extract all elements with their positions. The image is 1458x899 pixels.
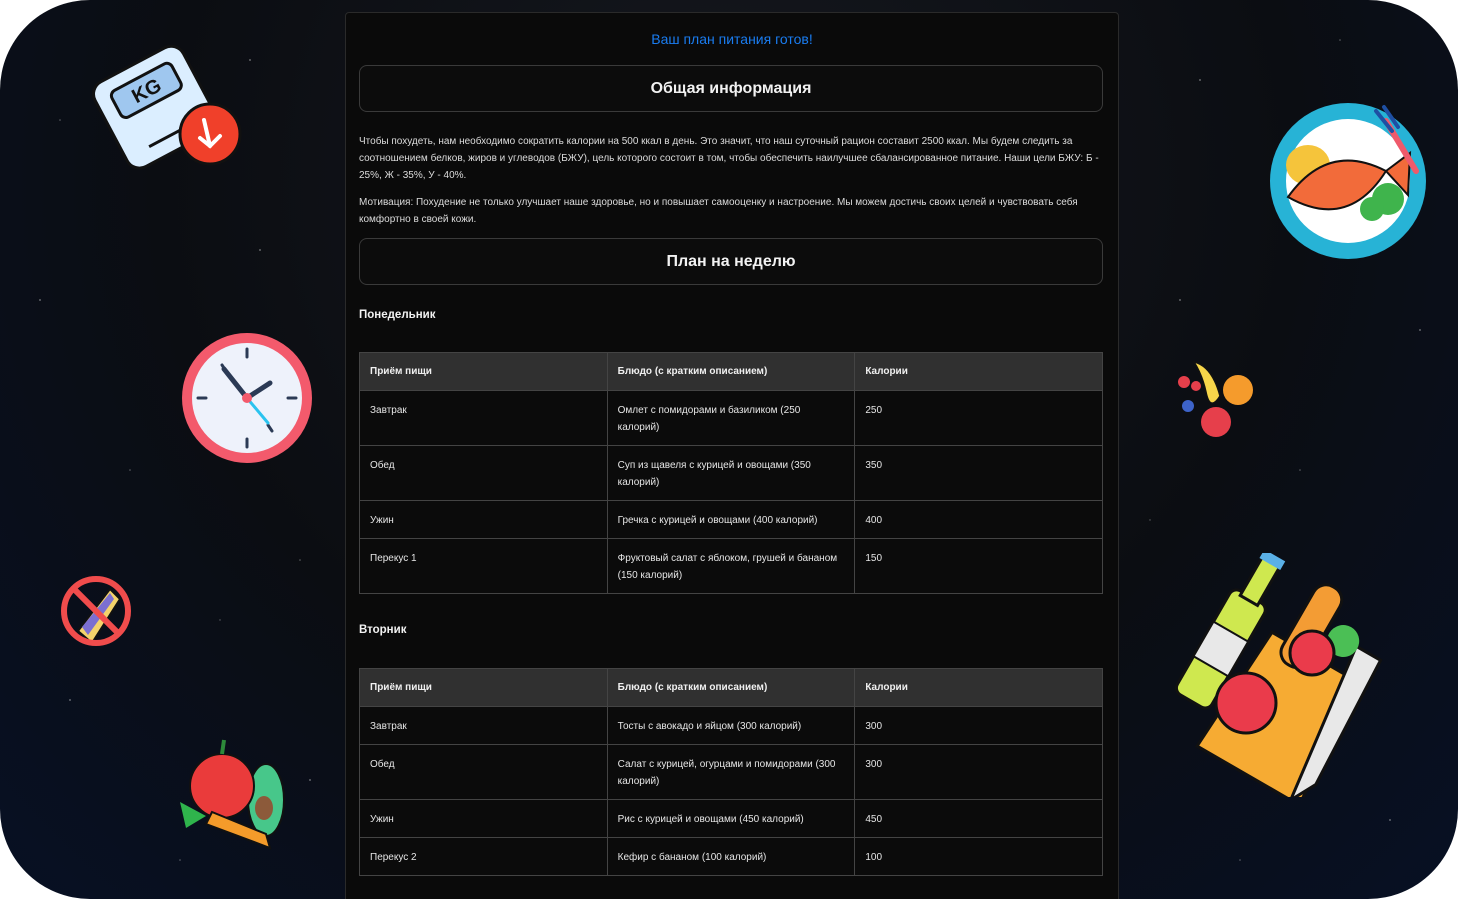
table-row <box>360 391 1103 446</box>
calories-cell: 400 <box>855 501 1103 539</box>
table-row <box>360 707 1103 745</box>
column-header-dish: Блюдо (с кратким описанием) <box>607 353 855 391</box>
table-header-row <box>360 669 1103 707</box>
calories-cell: 100 <box>855 838 1103 876</box>
plan-ready-title: Ваш план питания готов! <box>651 31 813 47</box>
dish-cell: Тосты с авокадо и яйцом (300 калорий) <box>607 707 855 745</box>
table-row <box>360 838 1103 876</box>
column-header-dish: Блюдо (с кратким описанием) <box>607 669 855 707</box>
table-row <box>360 446 1103 501</box>
meal-cell: Ужин <box>360 800 608 838</box>
dish-cell: Фруктовый салат с яблоком, грушей и бананом (150 калорий) <box>607 539 855 594</box>
dish-cell: Гречка с курицей и овощами (400 калорий) <box>607 501 855 539</box>
dish-cell: Омлет с помидорами и базиликом (250 калорий) <box>607 391 855 446</box>
vegetables-icon <box>172 736 288 860</box>
dish-cell: Суп из щавеля с курицей и овощами (350 калорий) <box>607 446 855 501</box>
calories-cell: 450 <box>855 800 1103 838</box>
scale-icon <box>88 42 248 182</box>
meal-cell: Перекус 1 <box>360 539 608 594</box>
meal-cell: Перекус 2 <box>360 838 608 876</box>
table-row <box>360 800 1103 838</box>
meal-cell: Обед <box>360 446 608 501</box>
general-info-heading: Общая информация <box>359 65 1103 112</box>
tuesday-meal-table <box>359 668 1103 876</box>
table-row <box>360 501 1103 539</box>
dish-cell: Кефир с бананом (100 калорий) <box>607 838 855 876</box>
calories-cell: 300 <box>855 745 1103 800</box>
table-row <box>360 745 1103 800</box>
column-header-meal: Приём пищи <box>360 353 608 391</box>
meal-cell: Завтрак <box>360 707 608 745</box>
motivation-paragraph: Мотивация: Похудение не только улучшает наше здоровье, но и повышает самооценку и настроение. Мы можем достичь своих целей и чувствовать себя комфортно в своей кожи. <box>359 197 1078 225</box>
table-header-row <box>360 353 1103 391</box>
column-header-calories: Калории <box>855 669 1103 707</box>
monday-meal-table <box>359 352 1103 594</box>
table-row <box>360 539 1103 594</box>
fish-plate-icon <box>1268 101 1432 261</box>
calories-cell: 350 <box>855 446 1103 501</box>
day-title-tuesday: Вторник <box>359 624 407 636</box>
day-title-monday: Понедельник <box>359 309 436 321</box>
general-info-paragraph: Чтобы похудеть, нам необходимо сократить калории на 500 ккал в день. Это значит, что наш суточный рацион составит 2500 ккал. Мы будем следить за соотношением белков, жиров и углеводов (БЖУ), цель которого состоит в том, чтобы обеспечить наилучшее сбалансированное питание. Наши цели БЖУ: Б - 25%, Ж - 35%, У - 40%. <box>359 136 1099 181</box>
fruits-icon <box>1172 352 1258 444</box>
column-header-calories: Калории <box>855 353 1103 391</box>
week-plan-heading: План на неделю <box>359 238 1103 285</box>
calories-cell: 300 <box>855 707 1103 745</box>
scale-label: KG <box>128 74 166 109</box>
meal-cell: Ужин <box>360 501 608 539</box>
dish-cell: Салат с курицей, огурцами и помидорами (300 калорий) <box>607 745 855 800</box>
dish-cell: Рис с курицей и овощами (450 калорий) <box>607 800 855 838</box>
calories-cell: 250 <box>855 391 1103 446</box>
meal-cell: Обед <box>360 745 608 800</box>
clock-icon <box>180 331 314 465</box>
column-header-meal: Приём пищи <box>360 669 608 707</box>
grocery-bag-icon <box>1156 553 1408 797</box>
meal-cell: Завтрак <box>360 391 608 446</box>
meal-plan-panel <box>345 12 1119 899</box>
no-sandwich-icon <box>58 569 138 655</box>
calories-cell: 150 <box>855 539 1103 594</box>
